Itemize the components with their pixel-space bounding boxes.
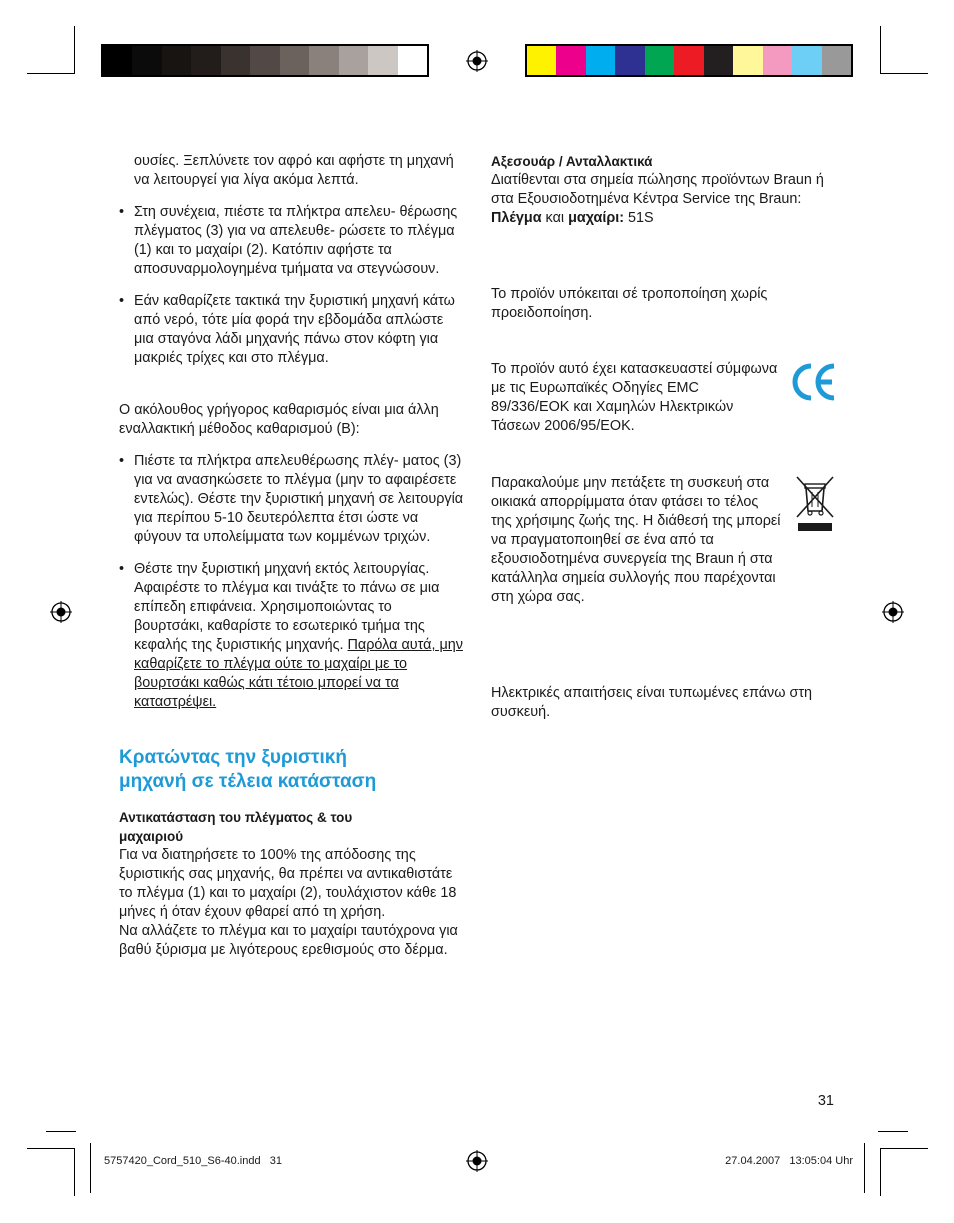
- accessories-text: Διατίθενται στα σημεία πώλησης προϊόντων Braun ή στα Εξουσιοδοτημένα Κέντρα Service της Braun:: [491, 172, 824, 207]
- color-swatch: [792, 46, 821, 75]
- gray-swatch: [162, 46, 191, 75]
- gray-swatch: [221, 46, 250, 75]
- registration-mark-icon: [882, 601, 904, 623]
- crossed-bin-icon: [795, 475, 835, 533]
- foil-label: Πλέγμα: [491, 210, 542, 226]
- crop-mark: [90, 1143, 91, 1193]
- warning-underlined-text: Παρόλα αυτά, μην καθαρίζετε το πλέγμα ούτε το μαχαίρι με το βουρτσάκι καθώς κάτι τέτοιο μπορεί να τα καταστρέψει.: [134, 637, 463, 710]
- crop-mark: [74, 1148, 75, 1196]
- gray-swatch: [250, 46, 279, 75]
- electrical-requirements: Ηλεκτρικές απαιτήσεις είναι τυπωμένες επάνω στη συσκευή.: [491, 685, 813, 720]
- section-heading: Κρατώντας την ξυριστική μηχανή σε τέλεια κατάσταση: [119, 747, 377, 792]
- and-text: και: [541, 210, 569, 226]
- bullet-text: Θέστε την ξυριστική μηχανή εκτός λειτουργίας. Αφαιρέστε το πλέγμα και τινάξτε το πάνω σε μια επίπεδη επιφάνεια. Χρησιμοποιώντας το βουρτσάκι, καθαρίστε το εσωτερικό τμήμα της κεφαλής της ξυριστικής μηχανής.: [134, 561, 440, 653]
- gray-swatch: [398, 46, 427, 75]
- crop-mark: [27, 1148, 75, 1149]
- paragraph: Για να διατηρήσετε το 100% της απόδοσης της ξυριστικής σας μηχανής, θα πρέπει να αντικαθιστάτε το πλέγμα (1) και το μαχαίρι (2), τουλάχιστον κάθε 18 μήνες ή όταν έχουν φθαρεί από τη χρήση.: [119, 847, 457, 920]
- crop-mark: [878, 1131, 908, 1132]
- bullet-item: [119, 560, 464, 712]
- cutter-label: μαχαίρι:: [568, 210, 625, 226]
- gray-swatch: [103, 46, 132, 75]
- crop-mark: [880, 73, 928, 74]
- disposal-text: Παρακαλούμε μην πετάξετε τη συσκευή στα οικιακά απορρίμματα όταν φτάσει το τέλος της χρήσιμης ζωής της. Η διάθεσή της μπορεί να πραγματοποιηθεί σε ένα από τα εξουσιοδοτημένα συνεργεία της Braun ή στα κατάλληλα σημεία συλλογής που παρέχονται στη χώρα σας.: [491, 475, 781, 605]
- crop-mark: [880, 26, 881, 74]
- color-swatch: [674, 46, 703, 75]
- color-swatch: [822, 46, 851, 75]
- color-swatch: [527, 46, 556, 75]
- crop-mark: [864, 1143, 865, 1193]
- paragraph: ουσίες. Ξεπλύνετε τον αφρό και αφήστε τη μηχανή να λειτουργεί για λίγα ακόμα λεπτά.: [134, 153, 454, 188]
- bullet-item: • Στη συνέχεια, πιέστε τα πλήκτρα απελευ- θέρωσης πλέγματος (3) για να απελευθε- ρώσετε το πλέγμα (1) και το μαχαίρι (2). Κατόπιν αφήστε τα αποσυναρμολογημένα τμήματα να στεγνώσουν.: [119, 203, 464, 279]
- gray-swatch: [368, 46, 397, 75]
- registration-mark-icon: [466, 1150, 488, 1172]
- accessories-part-number: [491, 209, 831, 228]
- color-swatch: [645, 46, 674, 75]
- color-calibration-bar: [525, 44, 853, 77]
- subheading: Αντικατάσταση του πλέγματος & του μαχαιριού: [119, 810, 353, 844]
- right-column: [491, 152, 831, 228]
- bullet-item: • Πιέστε τα πλήκτρα απελευθέρωσης πλέγ- ματος (3) για να ανασηκώσετε το πλέγμα (μην το αφαιρέσετε εντελώς). Θέστε την ξυριστική μηχανή σε λειτουργία για περίπου 5-10 δευτερόλεπτα έτσι ώστε να φύγουν τα υπολείμματα των κομμένων τριχών.: [119, 452, 464, 547]
- color-swatch: [615, 46, 644, 75]
- paragraph: Ο ακόλουθος γρήγορος καθαρισμός είναι μια άλλη εναλλακτική μέθοδος καθαρισμού (B):: [119, 402, 439, 437]
- crop-mark: [46, 1131, 76, 1132]
- color-swatch: [586, 46, 615, 75]
- bullet-item: • Εάν καθαρίζετε τακτικά την ξυριστική μηχανή κάτω από νερό, τότε μία φορά την εβδομάδα απλώστε μια σταγόνα λάδι μηχανής πάνω στον κόφτη για μακριές τρίχες και στο πλέγμα.: [119, 292, 464, 368]
- page-number: 31: [817, 1093, 834, 1109]
- registration-mark-icon: [50, 601, 72, 623]
- color-swatch: [704, 46, 733, 75]
- gray-swatch: [280, 46, 309, 75]
- ce-conformity-text: Το προϊόν αυτό έχει κατασκευαστεί σύμφωνα με τις Ευρωπαϊκές Οδηγίες EMC 89/336/EOK και Χαμηλών Ηλεκτρικών Τάσεων 2006/95/EOK.: [491, 361, 778, 434]
- change-notice: Το προϊόν υπόκειται σέ τροποποίηση χωρίς προειδοποίηση.: [491, 286, 768, 321]
- grayscale-calibration-bar: [101, 44, 429, 77]
- footer-filename: 5757420_Cord_510_S6-40.indd 31: [104, 1155, 282, 1167]
- footer-timestamp: 27.04.2007 13:05:04 Uhr: [725, 1155, 853, 1167]
- crop-mark: [880, 1148, 928, 1149]
- accessories-title: Αξεσουάρ / Ανταλλακτικά: [491, 154, 653, 169]
- gray-swatch: [132, 46, 161, 75]
- crop-mark: [27, 73, 75, 74]
- ce-mark-icon: [792, 362, 838, 402]
- left-column: [119, 152, 464, 960]
- color-swatch: [763, 46, 792, 75]
- gray-swatch: [339, 46, 368, 75]
- color-swatch: [733, 46, 762, 75]
- gray-swatch: [309, 46, 338, 75]
- gray-swatch: [191, 46, 220, 75]
- part-code: 51S: [624, 210, 654, 226]
- paragraph: Να αλλάζετε το πλέγμα και το μαχαίρι ταυτόχρονα για βαθύ ξύρισμα με λιγότερους ερεθισμούς στο δέρμα.: [119, 923, 458, 958]
- crop-mark: [880, 1148, 881, 1196]
- color-swatch: [556, 46, 585, 75]
- registration-mark-icon: [466, 50, 488, 72]
- crop-mark: [74, 26, 75, 74]
